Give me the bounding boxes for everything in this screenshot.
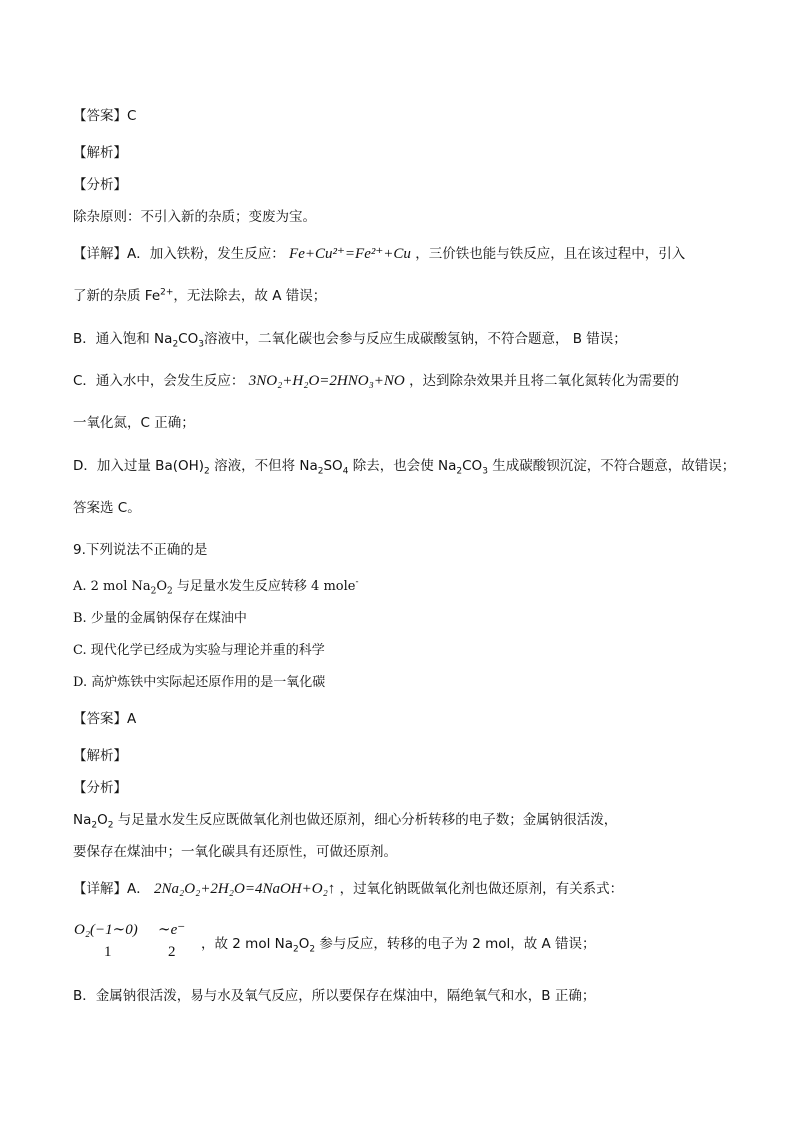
q8-d-mid1: 溶液，不但将 Na [209, 458, 318, 474]
q9-fenxi1-sub1: 2 [91, 820, 98, 831]
q8-d-mid3: 除去，也会使 Na [348, 458, 457, 474]
q8-detail-a [73, 244, 685, 264]
q9-option-b: B. 少量的金属钠保存在煤油中 [73, 611, 247, 626]
q8-c-line [73, 371, 679, 391]
q8-b-mid: CO [178, 331, 199, 347]
q9-answer-line [73, 709, 136, 729]
q8-answer-tag: 【答案】 [73, 108, 127, 124]
q9-fenxi-line2: 要保存在煤油中；一氧化碳具有还原性，可做还原剂。 [73, 844, 397, 860]
q9-relation-num1: 1 [104, 944, 112, 960]
q9-opta-pre: A. 2 mol Na [73, 579, 151, 594]
q8-a-line2-post: ，无法除去，故 A 错误； [173, 288, 327, 304]
q8-c-prefix: C．通入水中，会发生反应： [73, 373, 245, 389]
q9-relation-num2: 2 [168, 944, 176, 960]
q8-a-equation: Fe+Cu²⁺=Fe²⁺+Cu [289, 246, 411, 262]
q9-rel-mid: O [298, 936, 310, 952]
q9-rel-sub1: 2 [293, 944, 299, 955]
q8-a-suffix: ，三价铁也能与铁反应，且在该过程中，引入 [415, 246, 686, 262]
q8-fenxi-tag: 【分析】 [73, 177, 127, 193]
q9-rel-post: 参与反应，转移的电子为 2 mol，故 A 错误； [315, 936, 596, 952]
q9-option-a [73, 577, 359, 597]
q9-option-c: C. 现代化学已经成为实验与理论并重的科学 [73, 643, 325, 658]
q9-b-line: B．金属钠很活泼，易与水及氧气反应，所以要保存在煤油中，隔绝氧气和水，B 正确； [73, 988, 596, 1004]
q9-fenxi-tag: 【分析】 [73, 780, 127, 796]
q9-a-suffix: ，过氧化钠既做氧化剂也做还原剂，有关系式： [339, 881, 624, 897]
q8-answer-value: C [127, 108, 137, 124]
q9-a-prefix: A． [127, 881, 150, 897]
q8-b-pre: B．通入饱和 Na [73, 331, 173, 347]
q8-c-suffix: ，达到除杂效果并且将二氧化氮转化为需要的 [409, 373, 680, 389]
q8-a-line2 [73, 286, 326, 306]
q8-d-pre: D．加入过量 Ba(OH) [73, 458, 205, 474]
q8-c-equation: 3NO₂+H₂O=2HNO₃+NO [248, 373, 405, 389]
q9-opta-sub1: 2 [150, 586, 157, 597]
q8-d-mid4: CO [462, 458, 483, 474]
q9-relation-text [201, 932, 596, 955]
q9-fenxi1-post: 与足量水发生反应既做氧化剂也做还原剂，细心分析转移的电子数；金属钠很活泼， [113, 812, 618, 828]
q8-a-line2-pre: 了新的杂质 Fe [73, 288, 161, 304]
q9-opta-mid: O [156, 579, 168, 594]
q9-analysis-tag: 【解析】 [73, 748, 127, 764]
q8-d-sub1: 2 [204, 466, 210, 477]
q9-a-equation: 2Na₂O₂+2H₂O=4NaOH+O₂↑ [154, 881, 336, 897]
q8-b-sub1: 2 [172, 339, 179, 350]
q9-option-d: D. 高炉炼铁中实际起还原作用的是一氧化碳 [73, 675, 326, 690]
q8-principle: 除杂原则：不引入新的杂质；变废为宝。 [73, 209, 316, 225]
q9-fenxi1-pre: Na [73, 812, 92, 828]
q9-fenxi1-mid: O [97, 812, 108, 828]
q9-answer-tag: 【答案】 [73, 711, 127, 727]
q9-opta-sub2: 2 [167, 586, 173, 597]
q8-d-sub2: 2 [317, 466, 324, 477]
q8-d-sub3: 4 [342, 466, 349, 477]
q9-detail-tag: 【详解】 [73, 881, 127, 897]
q9-relation-left: O₂(−1∼0) [74, 922, 138, 938]
q8-d-post: 生成碳酸钡沉淀，不符合题意，故错误； [487, 458, 736, 474]
q8-b-sub2: 3 [198, 339, 204, 350]
q8-analysis-tag: 【解析】 [73, 145, 127, 161]
q8-b-post: 溶液中，二氧化碳也会参与反应生成碳酸氢钠，不符合题意， B 错误； [203, 331, 627, 347]
q8-b-line [73, 329, 627, 349]
q8-d-line [73, 456, 735, 476]
q8-d-mid2: SO [323, 458, 343, 474]
q8-a-line2-sup: 2+ [160, 287, 174, 298]
q8-c-line2: 一氧化氮，C 正确； [73, 415, 195, 431]
q8-conclusion: 答案选 C。 [73, 500, 141, 516]
q8-answer-line [73, 106, 136, 126]
q9-rel-pre: ，故 2 mol Na [201, 936, 293, 952]
q9-opta-post: 与足量水发生反应转移 4 mole [172, 579, 356, 594]
q9-answer-value: A [127, 711, 137, 727]
q9-rel-sub2: 2 [309, 944, 316, 955]
q9-opta-sup: - [355, 577, 359, 588]
q9-fenxi-line1 [73, 810, 617, 830]
q8-detail-tag: 【详解】 [73, 246, 127, 262]
q8-d-sub4: 2 [456, 466, 463, 477]
q8-a-prefix: A．加入铁粉，发生反应： [127, 246, 285, 262]
q9-stem: 9.下列说法不正确的是 [73, 542, 208, 558]
q8-d-sub5: 3 [482, 466, 488, 477]
q9-fenxi1-sub2: 2 [107, 820, 114, 831]
q9-relation-right: ∼e⁻ [158, 922, 186, 938]
q9-detail-a [73, 879, 623, 899]
